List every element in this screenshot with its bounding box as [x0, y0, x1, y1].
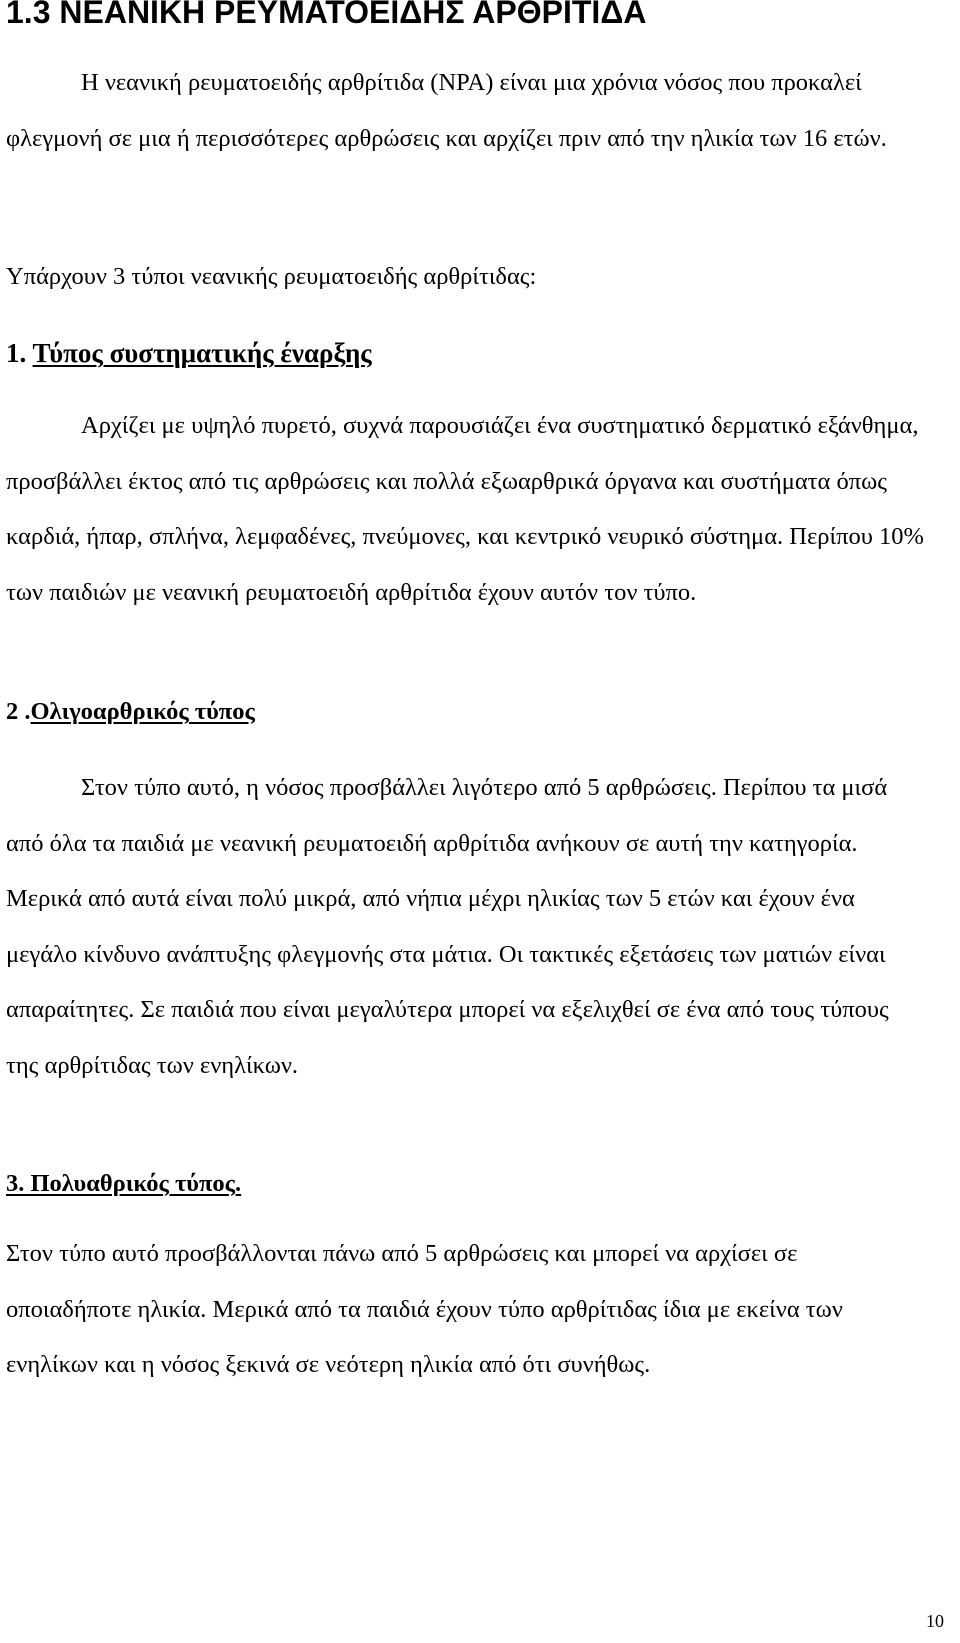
section-2-heading-text: Ολιγοαρθρικός τύπος — [30, 698, 255, 725]
types-intro-paragraph: Υπάρχουν 3 τύποι νεανικής ρευματοειδής αρθρίτιδας: — [6, 263, 537, 290]
section-1-number: 1. — [6, 338, 33, 368]
intro-paragraph: Η νεανική ρευματοειδής αρθρίτιδα (ΝΡΑ) είναι μια χρόνια νόσος που προκαλεί φλεγμονή σε μια ή περισσότερες αρθρώσεις και αρχίζει πριν από την ηλικία των 16 ετών. — [6, 69, 887, 152]
section-2-number: 2 . — [6, 698, 31, 725]
section-2-paragraph: Στον τύπο αυτό, η νόσος προσβάλλει λιγότερο από 5 αρθρώσεις. Περίπου τα μισά από όλα τα παιδιά με νεανική ρευματοειδή αρθρίτιδα ανήκουν σε αυτή την κατηγορία. Μερικά από αυτά είναι πολύ μικρά, από νήπια μέχρι ηλικίας των 5 ετών και έχουν ένα μεγάλο κίνδυνο ανάπτυξης φλεγμονής στα μάτια. Οι τακτικές εξετάσεις των ματιών είναι απαραίτητες. Σε παιδιά που είναι μεγαλύτερα μπορεί να εξελιχθεί σε ένα από τους τύπους της αρθρίτιδας των ενηλίκων. — [6, 774, 889, 1079]
document-title: 1.3 ΝΕΑΝΙΚΗ ΡΕΥΜΑΤΟΕΙΔΗΣ ΑΡΘΡΙΤΙΔΑ — [6, 0, 647, 30]
section-1-paragraph: Αρχίζει με υψηλό πυρετό, συχνά παρουσιάζει ένα συστηματικό δερματικό εξάνθημα, προσβάλλει έκτος από τις αρθρώσεις και πολλά εξωαρθρικά όργανα και συστήματα όπως καρδιά, ήπαρ, σπλήνα, λεμφαδένες, πνεύμονες, και κεντρικό νευρικό σύστημα. Περίπου 10% των παιδιών με νεανική ρευματοειδή αρθρίτιδα έχουν αυτόν τον τύπο. — [6, 412, 924, 606]
section-2-heading — [6, 692, 255, 732]
section-3-heading-text: 3. Πολυαθρικός τύπος. — [6, 1170, 242, 1197]
section-3-heading — [6, 1164, 241, 1204]
section-3-paragraph: Στον τύπο αυτό προσβάλλονται πάνω από 5 αρθρώσεις και μπορεί να αρχίσει σε οποιαδήποτε ηλικία. Μερικά από τα παιδιά έχουν τύπο αρθρίτιδας ίδια με εκείνα των ενηλίκων και η νόσος ξεκινά σε νεότερη ηλικία από ότι συνήθως. — [6, 1240, 843, 1378]
section-1-heading — [6, 333, 372, 373]
section-1-heading-text: Τύπος συστηματικής έναρξης — [32, 338, 372, 368]
page-number: 10 — [926, 1611, 944, 1631]
